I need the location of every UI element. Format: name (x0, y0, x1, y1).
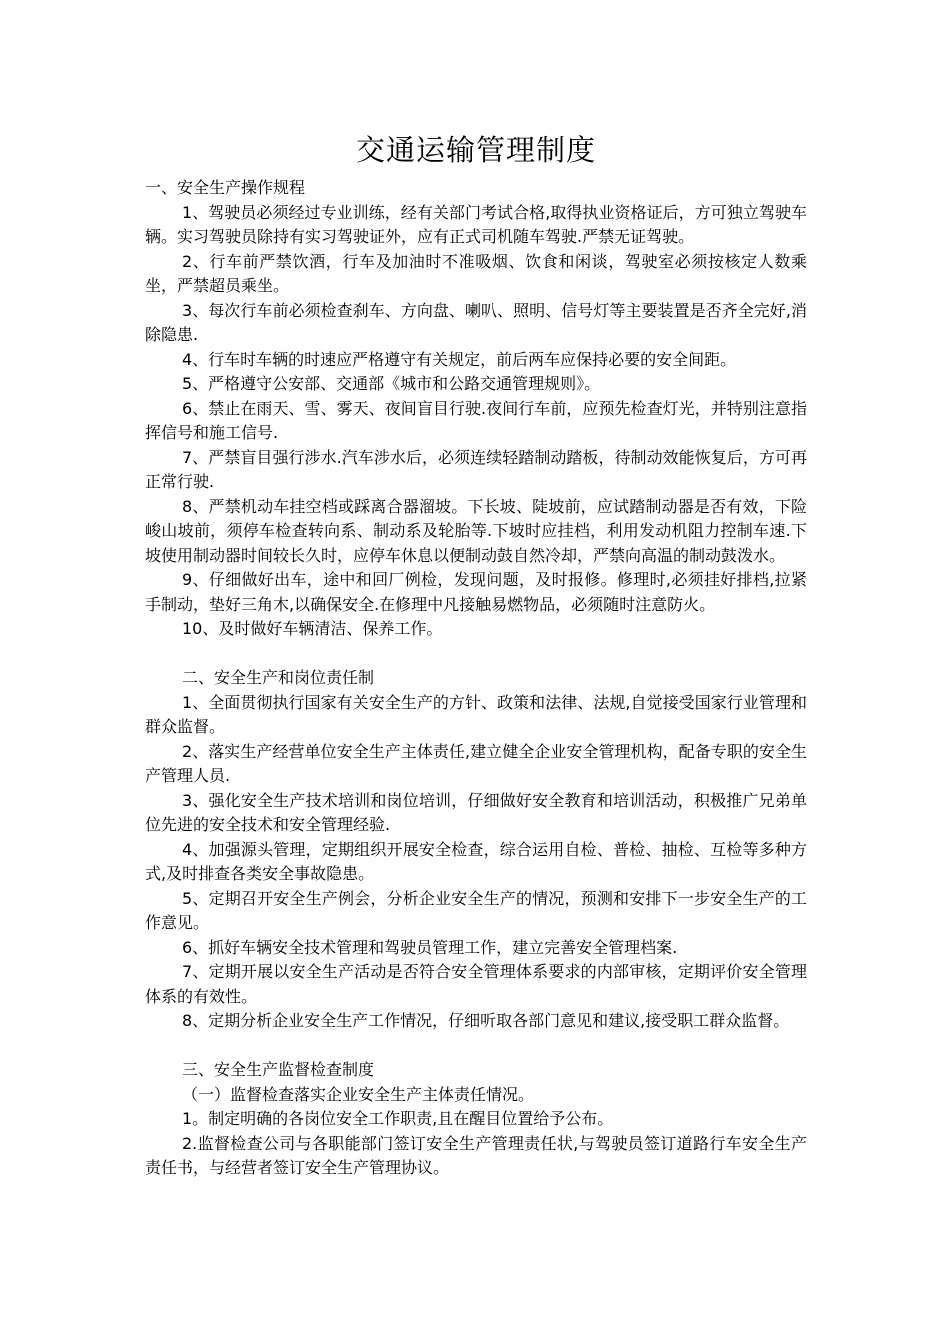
paragraph: 1。制定明确的各岗位安全工作职责,且在醒目位置给予公布。 (182, 1109, 614, 1128)
paragraph: 7、定期开展以安全生产活动是否符合安全管理体系要求的内部审核，定期评价安全管理体系的有效性。 (145, 962, 807, 1006)
document-page (145, 130, 807, 1181)
paragraph: 8、定期分析企业安全生产工作情况，仔细听取各部门意见和建议,接受职工群众监督。 (182, 1011, 790, 1030)
paragraph: 2.监督检查公司与各职能部门签订安全生产管理责任状,与驾驶员签订道路行车安全生产责任书，与经营者签订安全生产管理协议。 (145, 1133, 807, 1177)
document-title: 交通运输管理制度 (355, 133, 596, 167)
paragraph: 6、禁止在雨天、雪、雾天、夜间盲目行驶.夜间行车前，应预先检查灯光，并特别注意指挥信号和施工信号. (145, 398, 807, 442)
section-heading-responsibility: 二、安全生产和岗位责任制 (182, 668, 375, 687)
section-spacer (145, 642, 807, 667)
paragraph: （一）监督检查落实企业安全生产主体责任情况。 (182, 1084, 535, 1104)
paragraph: 8、严禁机动车挂空档或踩离合器溜坡。下长坡、陡坡前，应试踏制动器是否有效，下险峻山坡前，须停车检查转向系、制动系及轮胎等.下坡时应挂档，利用发动机阻力控制车速.下坡使用制动器时间较长久时，应停车休息以便制动鼓自然冷却，严禁向高温的制动鼓泼水。 (145, 496, 807, 565)
paragraph: 2、行车前严禁饮酒，行车及加油时不准吸烟、饮食和闲谈，驾驶室必须按核定人数乘坐，严禁超员乘坐。 (145, 251, 807, 295)
section-spacer (145, 1034, 807, 1059)
paragraph: 9、仔细做好出车，途中和回厂例检，发现问题，及时报修。修理时,必须挂好排档,拉紧手制动，垫好三角木,以确保安全.在修理中凡接触易燃物品，必须随时注意防火。 (145, 570, 807, 614)
paragraph: 5、严格遵守公安部、交通部《城市和公路交通管理规则》。 (182, 374, 601, 393)
paragraph: 4、加强源头管理，定期组织开展安全检查，综合运用自检、普检、抽检、互检等多种方式,及时排查各类安全事故隐患。 (145, 839, 807, 883)
paragraph: 1、全面贯彻执行国家有关安全生产的方针、政策和法律、法规,自觉接受国家行业管理和群众监督。 (145, 692, 807, 736)
paragraph: 7、严禁盲目强行涉水.汽车涉水后，必须连续轻踏制动踏板，待制动效能恢复后，方可再正常行驶. (145, 447, 807, 491)
section-heading-supervision: 三、安全生产监督检查制度 (182, 1060, 375, 1079)
paragraph: 2、落实生产经营单位安全生产主体责任,建立健全企业安全管理机构，配备专职的安全生产管理人员. (145, 741, 807, 785)
paragraph: 3、每次行车前必须检查刹车、方向盘、喇叭、照明、信号灯等主要装置是否齐全完好,消除隐患. (145, 300, 807, 344)
section-heading-operating-rules: 一、安全生产操作规程 (145, 178, 306, 197)
paragraph: 3、强化安全生产技术培训和岗位培训，仔细做好安全教育和培训活动，积极推广兄弟单位先进的安全技术和安全管理经验. (145, 790, 807, 834)
paragraph: 10、及时做好车辆清洁、保养工作。 (182, 619, 443, 638)
paragraph: 4、行车时车辆的时速应严格遵守有关规定，前后两车应保持必要的安全间距。 (182, 349, 737, 369)
paragraph: 1、驾驶员必须经过专业训练，经有关部门考试合格,取得执业资格证后，方可独立驾驶车辆。实习驾驶员除持有实习驾驶证外，应有正式司机随车驾驶.严禁无证驾驶。 (145, 202, 807, 246)
paragraph: 6、抓好车辆安全技术管理和驾驶员管理工作，建立完善安全管理档案. (182, 937, 678, 957)
paragraph: 5、定期召开安全生产例会，分析企业安全生产的情况，预测和安排下一步安全生产的工作意见。 (145, 888, 807, 932)
